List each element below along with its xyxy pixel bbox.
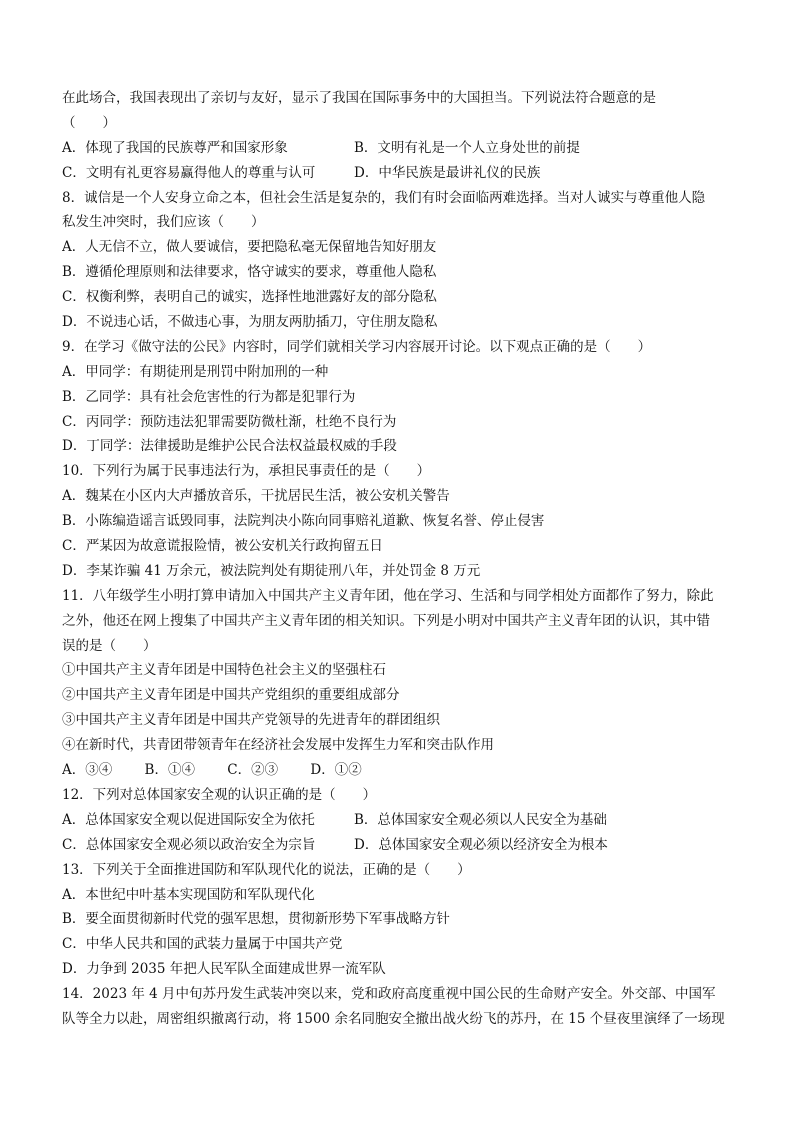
q12-option-a: A．总体国家安全观以促进国际安全为依托 xyxy=(62,811,315,828)
q10-option-b: B．小陈编造谣言诋毁同事，法院判决小陈向同事赔礼道歉、恢复名誉、停止侵害 xyxy=(62,513,545,530)
q8-stem-line-2: 私发生冲突时，我们应该（ ） xyxy=(62,214,265,231)
q11-option-d: D．①② xyxy=(310,762,362,779)
q9-option-a: A．甲同学：有期徒刑是刑罚中附加刑的一种 xyxy=(62,363,329,380)
q7-stem-line-1: 在此场合，我国表现出了亲切与友好，显示了我国在国际事务中的大国担当。下列说法符合题意的是 xyxy=(62,90,656,106)
q13-option-b: B．要全面贯彻新时代党的强军思想，贯彻新形势下军事战略方针 xyxy=(62,911,450,928)
q11-options-row xyxy=(62,758,734,783)
q11-statement-2: ②中国共产主义青年团是中国共产党组织的重要组成部分 xyxy=(62,687,400,704)
q13-option-a: A．本世纪中叶基本实现国防和军队现代化 xyxy=(62,886,315,903)
q12-option-c: C．总体国家安全观必须以政治安全为宗旨 xyxy=(62,836,316,853)
q9-option-b: B．乙同学：具有社会危害性的行为都是犯罪行为 xyxy=(62,388,356,405)
q10-option-d: D．李某诈骗 41 万余元，被法院判处有期徒刑八年，并处罚金 8 万元 xyxy=(62,562,481,579)
q13-option-c: C．中华人民共和国的武装力量属于中国共产党 xyxy=(62,936,343,953)
q7-stem-line-2: （ ） xyxy=(62,114,116,131)
q9-stem: 9．在学习《做守法的公民》内容时，同学们就相关学习内容展开讨论。以下观点正确的是（ ） xyxy=(62,338,652,355)
q12-option-d: D．总体国家安全观必须以经济安全为根本 xyxy=(354,836,608,853)
q11-option-c: C．②③ xyxy=(227,762,279,779)
q11-statement-1: ①中国共产主义青年团是中国特色社会主义的坚强柱石 xyxy=(62,662,386,679)
q10-option-a: A．魏某在小区内大声播放音乐，干扰居民生活，被公安机关警告 xyxy=(62,488,450,505)
q7-option-a: A．体现了我国的民族尊严和国家形象 xyxy=(62,139,288,156)
q11-stem-line-1: 11．八年级学生小明打算申请加入中国共产主义青年团，他在学习、生活和与同学相处方面都作了努力，除此 xyxy=(62,587,714,604)
q10-option-c: C．严某因为故意谎报险情，被公安机关行政拘留五日 xyxy=(62,538,383,555)
q7-option-b: B．文明有礼是一个人立身处世的前提 xyxy=(354,139,580,156)
q12-options-row-2 xyxy=(62,833,734,858)
q14-stem-line-2: 队等全力以赴，周密组织撤离行动，将 1500 余名同胞安全撤出战火纷飞的苏丹，在 15 个昼夜里演绎了一场现 xyxy=(62,1010,725,1027)
q10-stem: 10．下列行为属于民事违法行为，承担民事责任的是（ ） xyxy=(62,463,431,480)
q11-option-a: A．③④ xyxy=(62,762,113,779)
q7-options-row-2 xyxy=(62,161,734,186)
q11-statement-4: ④在新时代，共青团带领青年在经济社会发展中发挥生力军和突击队作用 xyxy=(62,737,494,754)
q11-stem-line-2: 之外，他还在网上搜集了中国共产主义青年团的相关知识。下列是小明对中国共产主义青年团的认识，其中错 xyxy=(62,612,710,629)
q11-option-b: B．①④ xyxy=(144,762,195,779)
q13-stem: 13．下列关于全面推进国防和军队现代化的说法，正确的是（ ） xyxy=(62,861,471,878)
q7-option-d: D．中华民族是最讲礼仪的民族 xyxy=(354,164,541,181)
q11-stem-line-3: 误的是（ ） xyxy=(62,637,157,654)
q12-stem: 12．下列对总体国家安全观的认识正确的是（ ） xyxy=(62,786,377,803)
q8-option-c: C．权衡利弊，表明自己的诚实，选择性地泄露好友的部分隐私 xyxy=(62,289,437,306)
q13-option-d: D．力争到 2035 年把人民军队全面建成世界一流军队 xyxy=(62,961,386,978)
q8-stem-line-1: 8．诚信是一个人安身立命之本，但社会生活是复杂的，我们有时会面临两难选择。当对人诚实与尊重他人隐 xyxy=(62,189,706,206)
exam-page xyxy=(62,86,734,1032)
q9-option-c: C．丙同学：预防违法犯罪需要防微杜渐，杜绝不良行为 xyxy=(62,413,397,430)
q7-option-c: C．文明有礼更容易赢得他人的尊重与认可 xyxy=(62,164,316,181)
q14-stem-line-1: 14．2023 年 4 月中旬苏丹发生武装冲突以来，党和政府高度重视中国公民的生命财产安全。外交部、中国军 xyxy=(62,986,716,1003)
q12-option-b: B．总体国家安全观必须以人民安全为基础 xyxy=(354,811,607,828)
q9-option-d: D．丁同学：法律援助是维护公民合法权益最权威的手段 xyxy=(62,438,397,455)
q7-options-row-1 xyxy=(62,136,734,161)
q8-option-a: A．人无信不立，做人要诚信，要把隐私毫无保留地告知好朋友 xyxy=(62,239,437,256)
q12-options-row-1 xyxy=(62,808,734,833)
q11-statement-3: ③中国共产主义青年团是中国共产党领导的先进青年的群团组织 xyxy=(62,712,440,729)
q8-option-b: B．遵循伦理原则和法律要求，恪守诚实的要求，尊重他人隐私 xyxy=(62,264,437,281)
q8-option-d: D．不说违心话，不做违心事，为朋友两肋插刀，守住朋友隐私 xyxy=(62,314,438,331)
